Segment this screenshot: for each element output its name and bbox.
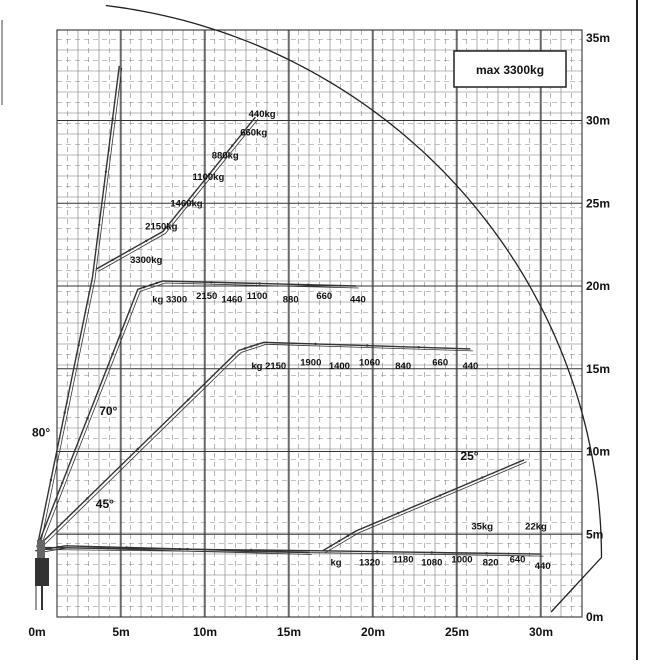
boom-45deg: [37, 342, 473, 549]
max-load-legend: [454, 51, 566, 87]
y-tick-label: 10m: [586, 444, 611, 459]
x-axis-labels: [28, 625, 553, 639]
load-label: 1000: [451, 554, 473, 566]
load-label: 1460kg: [170, 198, 203, 210]
angle-label: 45°: [95, 496, 114, 511]
load-label: 660: [432, 357, 449, 369]
load-label: 660: [316, 291, 333, 303]
x-tick-label: 0m: [28, 625, 46, 639]
load-label: 660kg: [240, 127, 268, 139]
boom-70deg: [37, 281, 359, 550]
load-label: 22kg: [525, 521, 547, 533]
load-label: 440kg: [248, 109, 276, 121]
x-tick-label: 30m: [528, 625, 554, 639]
load-label: kg 2150: [251, 360, 287, 372]
load-label: 1460: [221, 294, 243, 306]
y-tick-label: 35m: [586, 30, 611, 45]
load-label: 640: [509, 554, 526, 566]
y-tick-label: 25m: [586, 196, 611, 211]
angle-label: 25°: [460, 448, 479, 463]
angle-label: 80°: [32, 425, 51, 440]
load-label: 1100: [246, 291, 268, 303]
x-tick-label: 5m: [112, 625, 130, 639]
load-label: 1080: [421, 557, 443, 569]
x-tick-label: 15m: [276, 625, 302, 639]
load-label: 2150: [196, 291, 218, 303]
load-label: 1400: [328, 360, 350, 372]
load-label: 1320: [359, 557, 381, 569]
x-tick-label: 25m: [444, 625, 470, 639]
crane-base: [35, 540, 49, 610]
load-label: 1100kg: [192, 172, 225, 184]
load-label: kg: [330, 557, 342, 569]
load-label: 820: [482, 557, 499, 569]
x-tick-label: 10m: [192, 625, 218, 639]
y-tick-label: 5m: [586, 527, 604, 542]
y-tick-label: 15m: [586, 361, 611, 376]
load-label: 1900: [300, 357, 322, 369]
y-axis-labels: [586, 31, 610, 624]
load-label: 2150kg: [145, 221, 178, 233]
load-label: 440: [462, 360, 479, 372]
load-label: 880: [282, 294, 299, 306]
load-label: 440: [349, 294, 366, 306]
angle-label: 70°: [99, 404, 118, 419]
x-tick-label: 20m: [360, 625, 386, 639]
dashed-grid: [57, 30, 582, 617]
load-label: 840: [395, 360, 412, 372]
load-label: 35kg: [471, 521, 494, 533]
load-label: 880kg: [211, 150, 239, 162]
load-label: 1060: [359, 357, 381, 369]
load-label: 1180: [392, 554, 414, 566]
load-label: 440: [534, 561, 551, 572]
y-tick-label: 30m: [586, 113, 611, 128]
y-tick-label: 20m: [586, 279, 611, 293]
y-tick-label: 0m: [586, 610, 604, 624]
load-label: 3300kg: [130, 254, 163, 266]
max-load-text: max 3300kg: [475, 63, 545, 77]
load-label: kg 3300: [152, 294, 188, 306]
